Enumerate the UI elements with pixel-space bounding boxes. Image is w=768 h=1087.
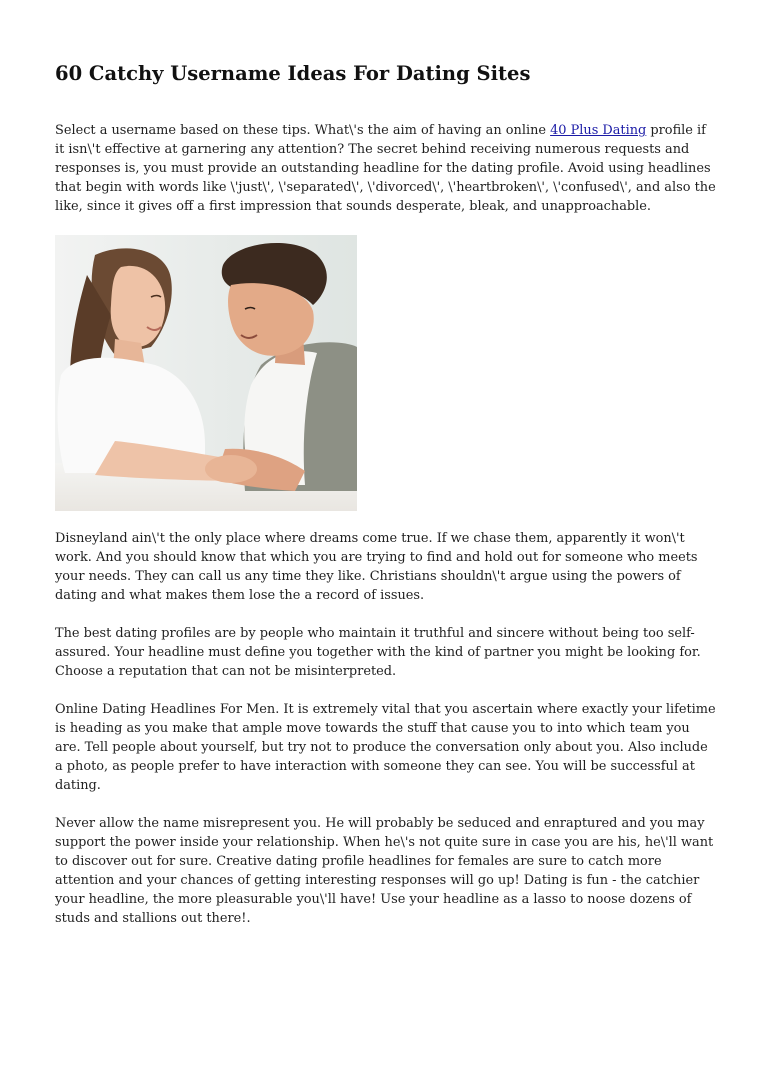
intro-paragraph	[55, 121, 717, 216]
body-paragraph-3: The best dating profiles are by people who maintain it truthful and sincere without being too self-assured. Your headline must define you together with the kind of partner you might be looking for. Choose a reputation that can not be misinterpreted.	[55, 626, 701, 679]
40-plus-dating-link[interactable]: 40 Plus Dating	[550, 123, 647, 138]
body-paragraph-5: Never allow the name misrepresent you. He will probably be seduced and enraptured and you may support the power inside your relationship. When he\'s not quite sure in case you are his, he\'ll want to discover out for sure. Creative dating profile headlines for females are sure to catch more attention and your chances of getting interesting responses will go up! Dating is fun - the catchier your headline, the more pleasurable you\'ll have! Use your headline as a lasso to noose dozens of studs and stallions out there!.	[55, 816, 714, 926]
body-paragraph-2: Disneyland ain\'t the only place where dreams come true. If we chase them, apparently it won\'t work. And you should know that which you are trying to find and hold out for someone who meets your needs. They can call us any time they like. Christians shouldn\'t argue using the powers of dating and what makes them lose the a record of issues.	[55, 531, 698, 603]
couple-photo	[55, 235, 357, 511]
intro-text-after-link: profile if it isn\'t effective at garnering any attention? The secret behind receiving numerous requests and responses is, you must provide an outstanding headline for the dating profile. Avoid using headlines that begin with words like \'just\', \'separated\', \'divorced\', \'heartbroken\', \'confused\', and also the like, since it gives off a first impression that sounds desperate, bleak, and unapproachable.	[55, 123, 716, 214]
body-paragraph-4: Online Dating Headlines For Men. It is extremely vital that you ascertain where exactly your lifetime is heading as you make that ample move towards the stuff that cause you to into which team you are. Tell people about yourself, but try not to produce the conversation only about you. Also include a photo, as people prefer to have interaction with someone they can see. You will be successful at dating.	[55, 702, 716, 793]
page-title: 60 Catchy Username Ideas For Dating Sites	[55, 62, 531, 85]
intro-text-before-link: Select a username based on these tips. What\'s the aim of having an online	[55, 123, 551, 138]
